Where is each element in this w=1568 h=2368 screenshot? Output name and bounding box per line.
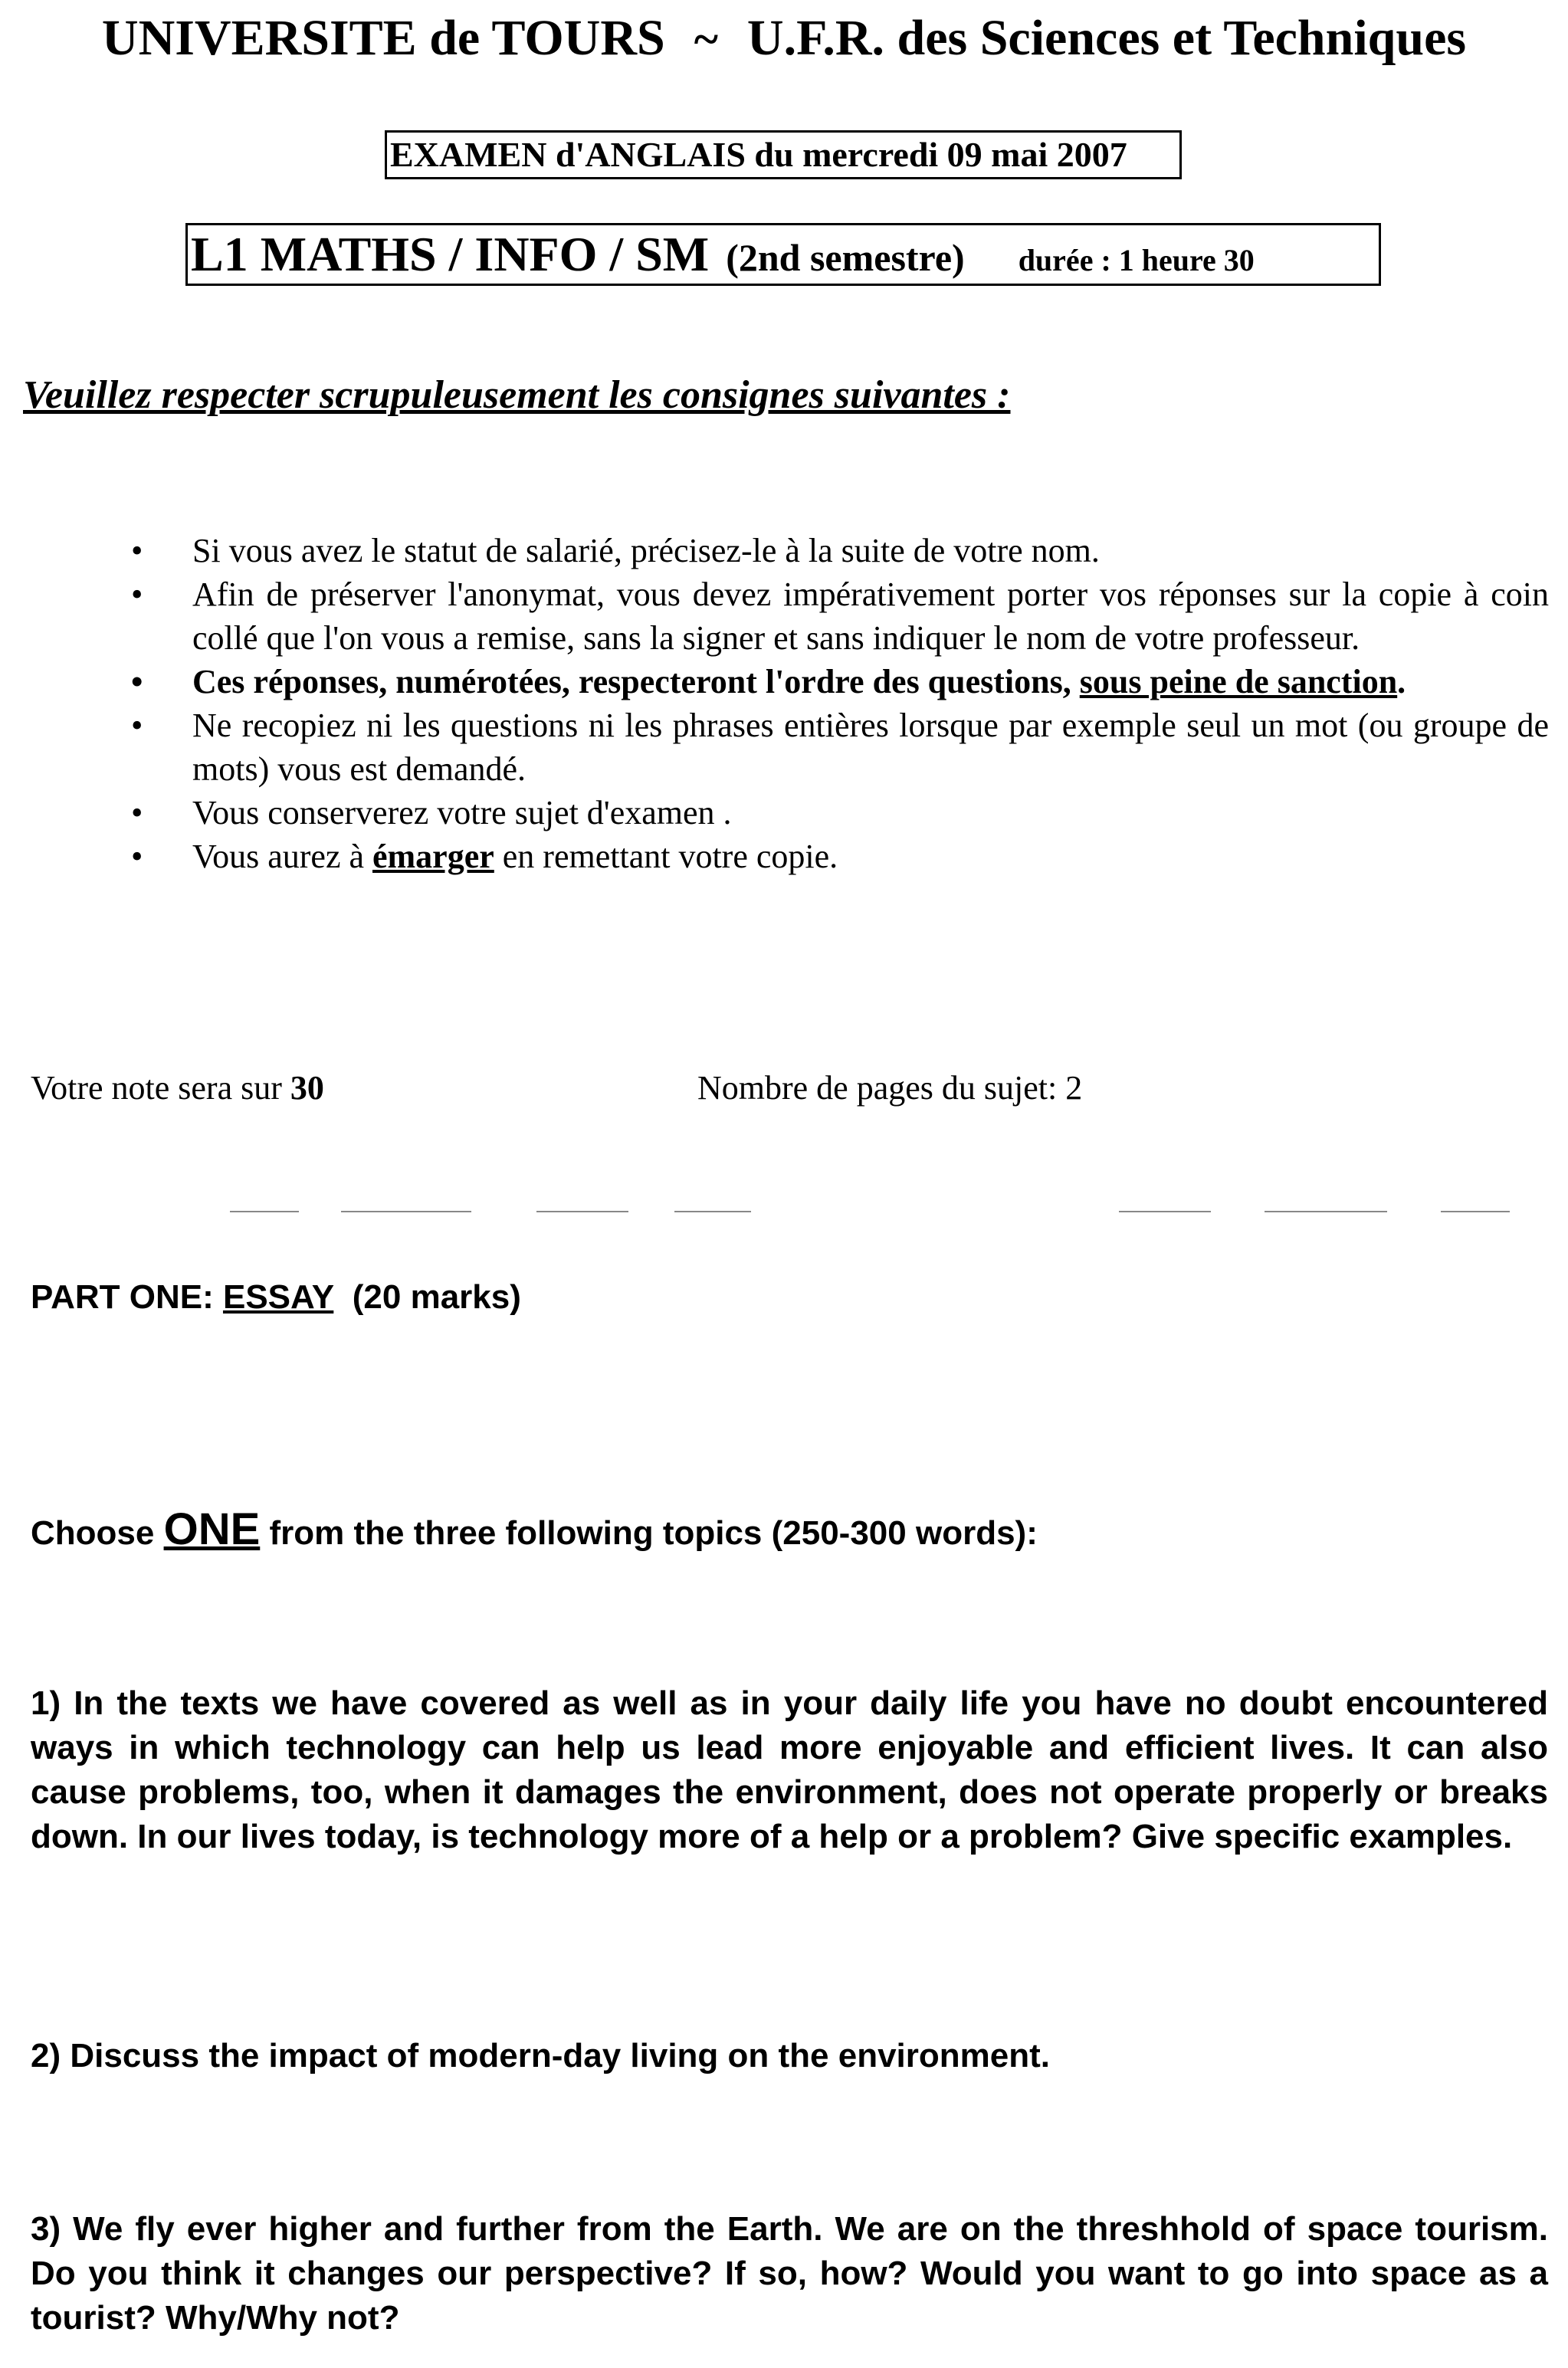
exam-title: EXAMEN d'ANGLAIS du mercredi 09 mai 2007 (390, 135, 1127, 174)
score-value: 30 (290, 1069, 324, 1107)
faculty-name: U.F.R. des Sciences et Techniques (746, 10, 1467, 66)
score-info: Votre note sera sur 30 (31, 1069, 324, 1107)
header-separator: ~ (694, 14, 718, 64)
course-info-box (185, 223, 1381, 286)
course-semester: (2nd semestre) (726, 236, 965, 279)
page-count: Nombre de pages du sujet: 2 (697, 1069, 1083, 1107)
instructions-heading: Veuillez respecter scrupuleusement les consignes suivantes : (23, 373, 1011, 417)
divider-dash (674, 1211, 751, 1212)
divider-dash (1119, 1211, 1211, 1212)
instructions-list (126, 529, 1549, 878)
essay-topic-1: 1) In the texts we have covered as well as in your daily life you have no doubt encountered ways in which technology can help us lead more enjoyable and efficient lives. It can also cause problems, too, when it damages the environment, does not operate properly or breaks down. In our lives today, is technology more of a help or a problem? Give specific examples. (31, 1684, 1548, 1855)
one-emphasis: ONE (163, 1504, 261, 1554)
rule-no-copying: • Ne recopiez ni les questions ni les phrases entières lorsque par exemple seul un mot (ou groupe de mots) vous est demandé. (126, 704, 1549, 791)
divider-dash (1441, 1211, 1510, 1212)
part-one-heading: PART ONE: ESSAY (20 marks) (31, 1278, 521, 1316)
exam-duration: durée : 1 heure 30 (1018, 243, 1255, 277)
essay-topic-3: 3) We fly ever higher and further from the Earth. We are on the threshhold of space tourism. Do you think it changes our perspective? If so, how? Would you want to go into space as a tourist? Why/Why not? (31, 2210, 1548, 2337)
exam-title-box (385, 130, 1182, 179)
emarger-underlined: émarger (372, 838, 494, 875)
divider-dash (536, 1211, 628, 1212)
essay-title: ESSAY (222, 1278, 334, 1316)
sanction-underlined: sous peine de sanction (1079, 663, 1398, 700)
divider-dash (1265, 1211, 1387, 1212)
university-name: UNIVERSITE de TOURS (101, 10, 665, 66)
essay-topic-2: 2) Discuss the impact of modern-day living on the environment. (31, 2037, 1050, 2074)
divider-dash (341, 1211, 471, 1212)
choose-instruction: Choose ONE from the three following topics (250-300 words): (31, 1504, 1038, 1554)
rule-salaried: • Si vous avez le statut de salarié, précisez-le à la suite de votre nom. (126, 529, 1549, 572)
divider-dash (230, 1211, 299, 1212)
page-header (0, 9, 1568, 67)
rule-sign-out: • Vous aurez à émarger en remettant votre copie. (126, 835, 1549, 878)
rule-keep-subject: • Vous conserverez votre sujet d'examen . (126, 791, 1549, 835)
rule-question-order: • Ces réponses, numérotées, respecteront l'ordre des questions, sous peine de sanction. (126, 660, 1549, 704)
rule-anonymity: • Afin de préserver l'anonymat, vous devez impérativement porter vos réponses sur la copie à coin collé que l'on vous a remise, sans la signer et sans indiquer le nom de votre professeur. (126, 572, 1549, 660)
course-name: L1 MATHS / INFO / SM (191, 227, 710, 281)
